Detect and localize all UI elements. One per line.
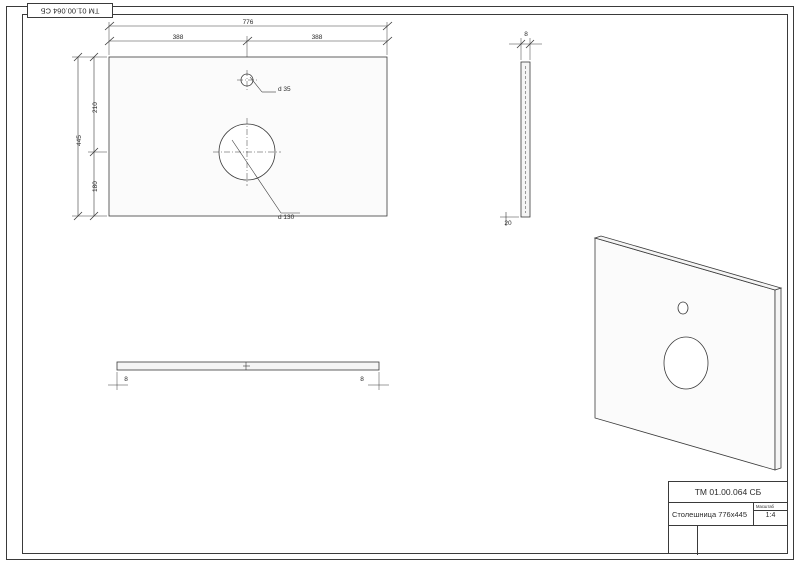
title-block-name-row: [669, 503, 787, 526]
dim-388-left-text: 388: [172, 34, 184, 41]
dim-445-text: 445: [76, 135, 83, 146]
title-block: [668, 481, 788, 554]
dim-front-8-right-text: 8: [360, 376, 364, 383]
dim-side-20-text: 20: [504, 220, 512, 227]
callout-d35: d 35: [278, 86, 291, 93]
title-block-scale-divider: [754, 510, 787, 511]
title-block-bottom-divider: [697, 526, 698, 555]
title-block-designation: ТМ 01.00.064 СБ: [694, 487, 762, 497]
dim-210-text: 210: [92, 102, 99, 113]
dim-388-right-text: 388: [311, 34, 323, 41]
drawing-code-label: ТМ 01.00.064 СБ: [40, 6, 100, 15]
title-block-bottom-row: [669, 526, 787, 555]
title-block-name-cell: [669, 503, 754, 525]
dim-side-8-text: 8: [524, 31, 528, 38]
iso-edge-face: [775, 288, 781, 470]
dim-776-text: 776: [242, 19, 254, 26]
iso-large-hole: [664, 337, 708, 389]
title-block-designation-row: [669, 482, 787, 503]
title-block-scale-cell: [754, 503, 787, 525]
callout-d130: d 130: [278, 214, 295, 221]
title-block-scale-caption: Масштаб: [756, 504, 774, 509]
dim-front-8-left-text: 8: [124, 376, 128, 383]
dim-180-text: 180: [92, 181, 99, 192]
iso-small-hole: [678, 302, 688, 314]
title-block-scale-value: 1:4: [765, 512, 776, 519]
title-block-name: Столешница 776х445: [672, 509, 747, 519]
